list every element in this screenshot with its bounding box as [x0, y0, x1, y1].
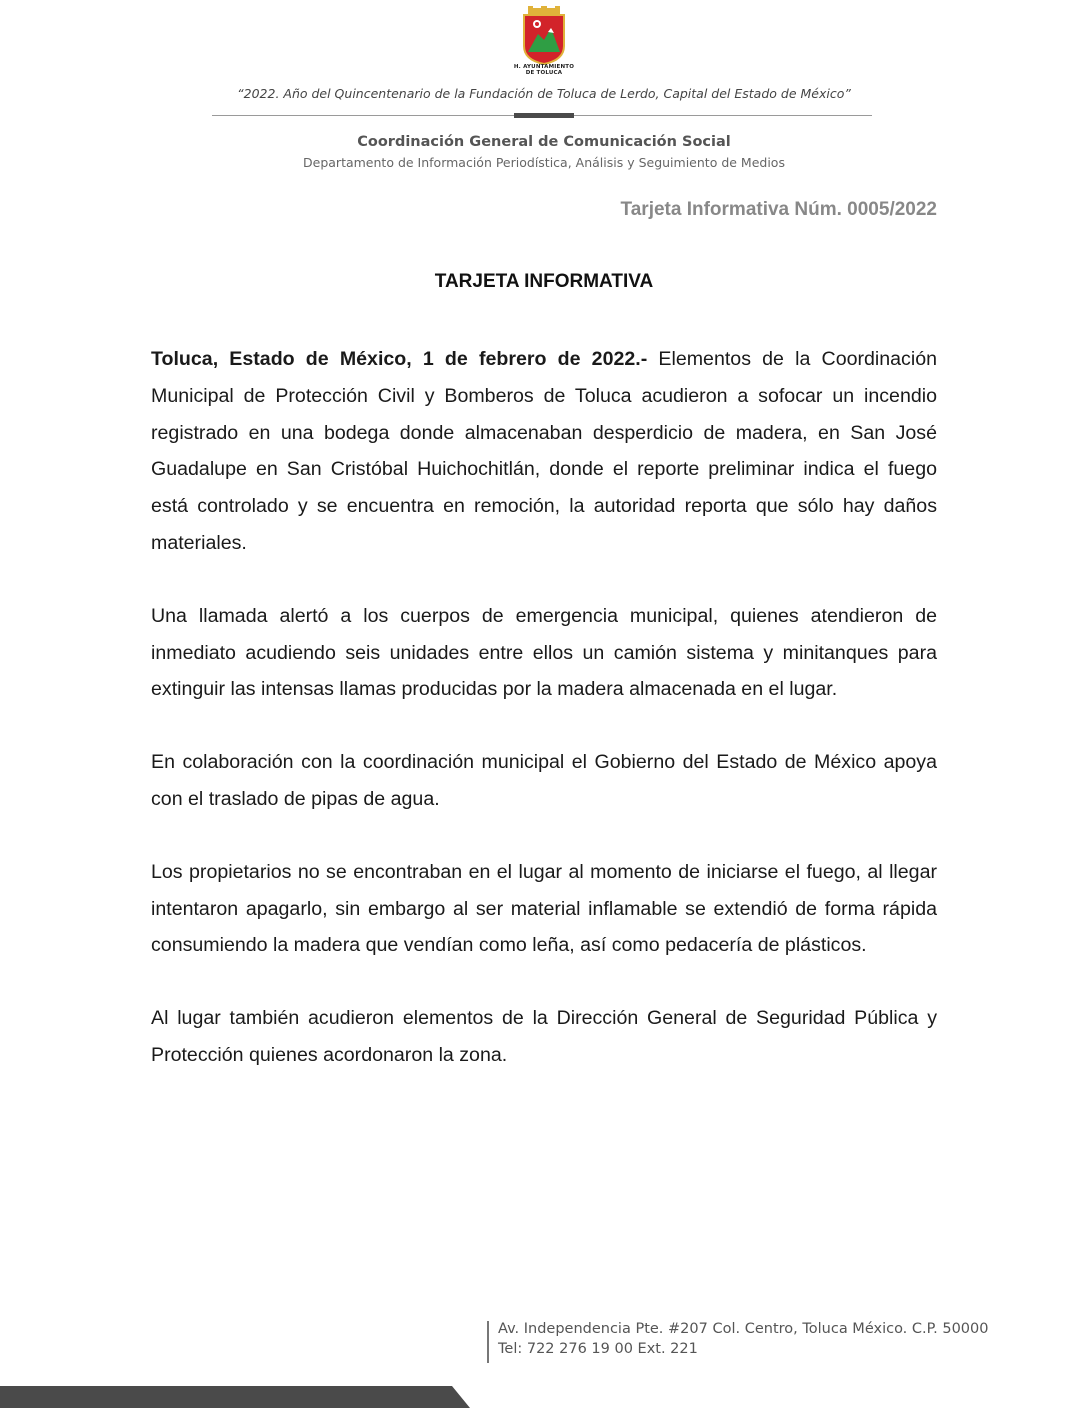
card-number: Tarjeta Informativa Núm. 0005/2022	[620, 199, 937, 220]
paragraph-2: Una llamada alertó a los cuerpos de emergencia municipal, quienes atendieron de inmediato acudiendo seis unidades entre ellos un camión sistema y minitanques para extinguir las intensas llamas producidas por la madera almacenada en el lugar.	[151, 604, 937, 701]
paragraph-5: Al lugar también acudieron elementos de la Dirección General de Seguridad Pública y Protección quienes acordonaron la zona.	[151, 1007, 937, 1066]
paragraph-4: Los propietarios no se encontraban en el lugar al momento de iniciarse el fuego, al llegar intentaron apagarlo, sin embargo al ser material inflamable se extendió de forma rápida consumiendo la madera que vendían como leña, así como pedacería de plásticos.	[151, 860, 937, 957]
dateline: Toluca, Estado de México, 1 de febrero de 2022.-	[151, 348, 648, 370]
year-motto: “2022. Año del Quincentenario de la Fundación de Toluca de Lerdo, Capital del Estado de México”	[237, 86, 851, 101]
letterhead	[0, 0, 1088, 180]
paragraph-1-text: Elementos de la Coordinación Municipal de Protección Civil y Bomberos de Toluca acudieron a sofocar un incendio registrado en una bodega donde almacenaban desperdicio de madera, en San José Guadalupe en San Cristóbal Huichochitlán, donde el reporte preliminar indica el fuego está controlado y se encuentra en remoción, la autoridad reporta que sólo hay daños materiales.	[151, 348, 938, 554]
document-title: TARJETA INFORMATIVA	[434, 271, 654, 292]
footer-address: Av. Independencia Pte. #207 Col. Centro, Toluca México. C.P. 50000	[498, 1321, 989, 1337]
logo-caption-line2: DE TOLUCA	[525, 70, 563, 76]
paragraph-1	[151, 341, 937, 562]
paragraph-3: En colaboración con la coordinación municipal el Gobierno del Estado de México apoya con el traslado de pipas de agua.	[151, 751, 937, 810]
logo-caption-line1: H. AYUNTAMIENTO	[513, 64, 575, 70]
logo-caption	[484, 64, 604, 76]
coordination-name: Coordinación General de Comunicación Social	[357, 134, 731, 150]
bottom-decorative-band	[0, 1386, 470, 1408]
department-name: Departamento de Información Periodística, Análisis y Seguimiento de Medios	[303, 155, 785, 170]
footer-divider	[487, 1321, 489, 1363]
footer-phone: Tel: 722 276 19 00 Ext. 221	[498, 1341, 698, 1357]
header-divider-accent	[514, 113, 574, 118]
document-body	[151, 341, 937, 1110]
